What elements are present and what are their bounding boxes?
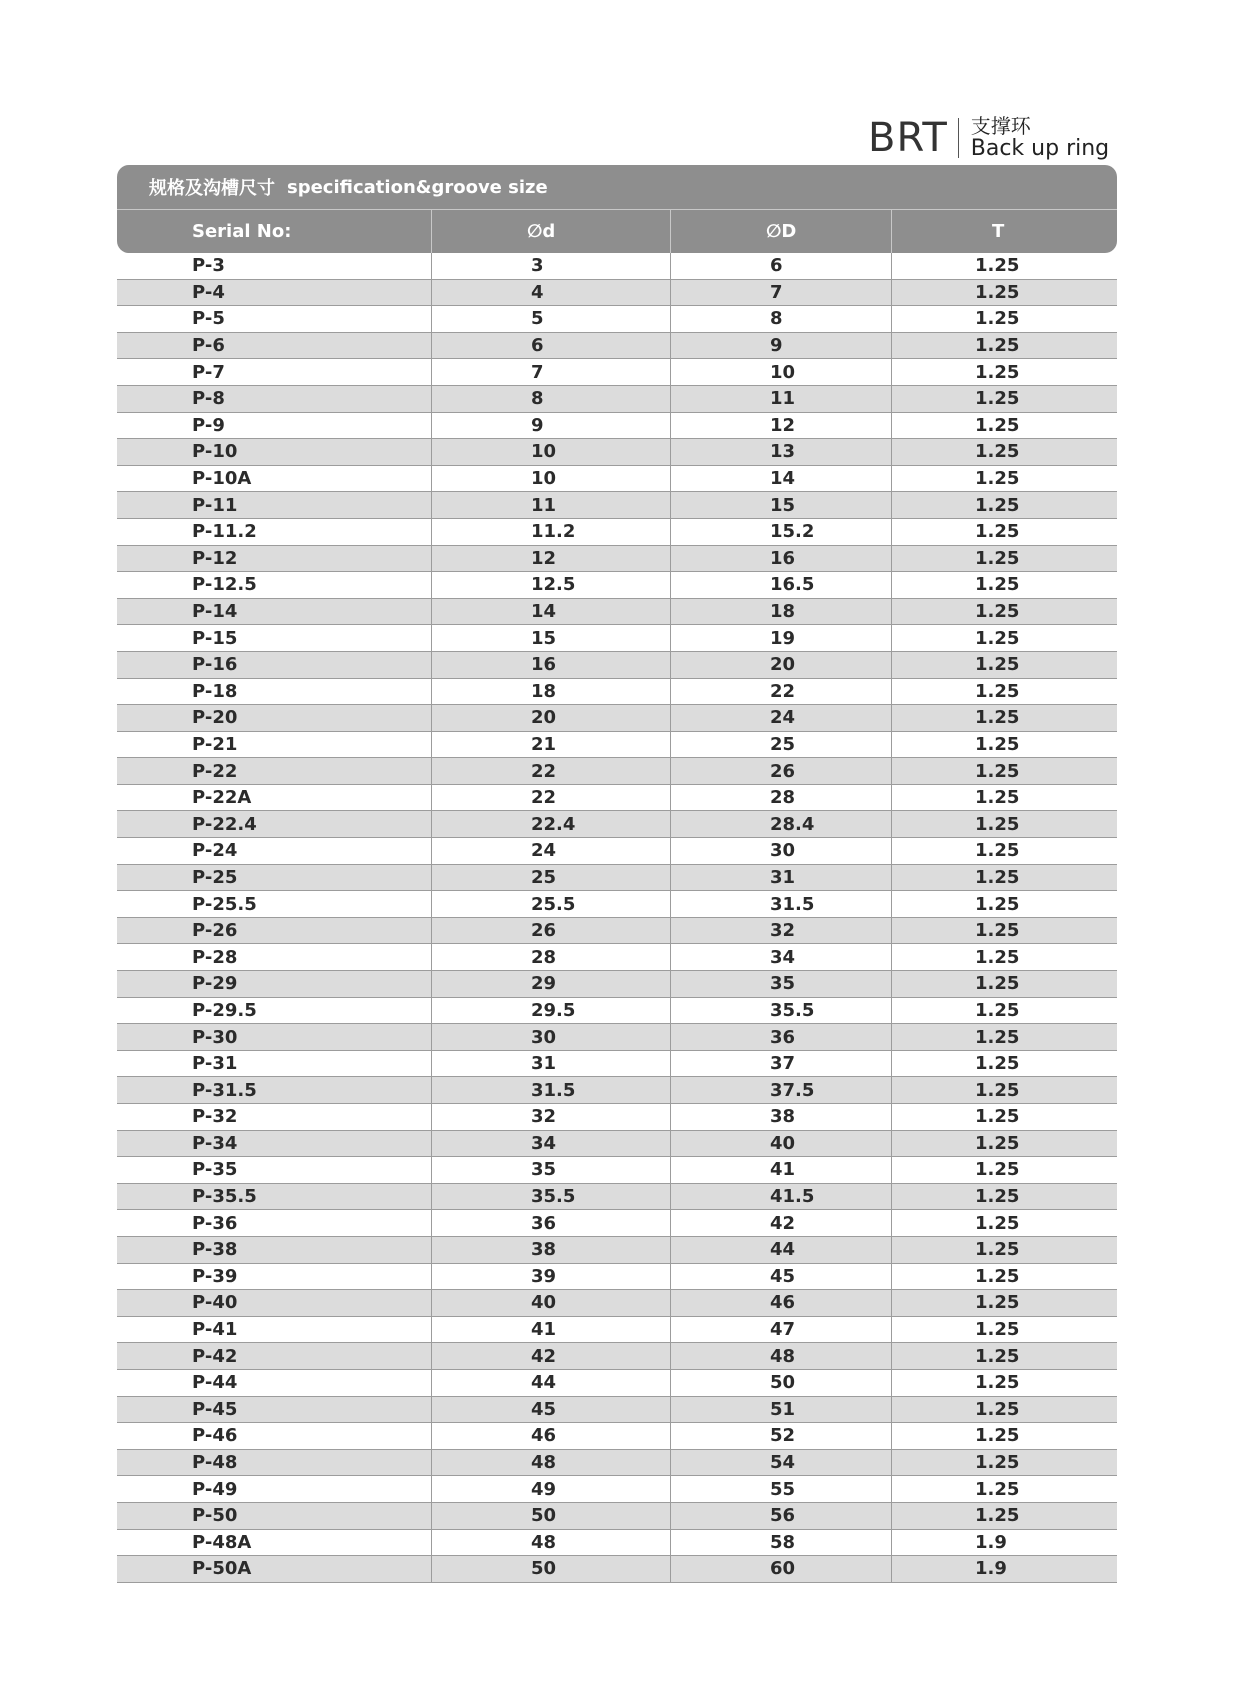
- table-row: [117, 1503, 1117, 1530]
- cell-serial: P-29.5: [192, 999, 257, 1021]
- cell-outer-diameter: 60: [670, 1556, 891, 1582]
- cell-inner-diameter: 16: [431, 652, 670, 678]
- spec-table: [117, 165, 1117, 1583]
- cell-outer-diameter: 20: [670, 652, 891, 678]
- table-row: [117, 865, 1117, 892]
- cell-inner-diameter: 22: [431, 758, 670, 784]
- cell-serial: P-10: [192, 441, 238, 463]
- table-row: [117, 625, 1117, 652]
- cell-thickness: 1.25: [891, 1024, 1117, 1050]
- cell-thickness: 1.25: [891, 439, 1117, 465]
- cell-serial: P-12.5: [192, 574, 257, 596]
- cell-inner-diameter: 4: [431, 280, 670, 306]
- cell-outer-diameter: 22: [670, 679, 891, 705]
- cell-outer-diameter: 7: [670, 280, 891, 306]
- cell-serial: P-22A: [192, 787, 252, 809]
- table-row: [117, 519, 1117, 546]
- cell-serial: P-39: [192, 1265, 238, 1287]
- table-row: [117, 306, 1117, 333]
- cell-outer-diameter: 45: [670, 1264, 891, 1290]
- cell-serial: P-50A: [192, 1558, 252, 1580]
- cell-serial: P-14: [192, 601, 238, 623]
- cell-inner-diameter: 38: [431, 1237, 670, 1263]
- table-row: [117, 811, 1117, 838]
- cell-inner-diameter: 50: [431, 1556, 670, 1582]
- table-row: [117, 546, 1117, 573]
- cell-outer-diameter: 25: [670, 732, 891, 758]
- cell-outer-diameter: 37.5: [670, 1077, 891, 1103]
- cell-serial: P-5: [192, 308, 225, 330]
- table-row: [117, 998, 1117, 1025]
- cell-outer-diameter: 56: [670, 1503, 891, 1529]
- cell-serial: P-48: [192, 1452, 238, 1474]
- cell-inner-diameter: 50: [431, 1503, 670, 1529]
- cell-thickness: 1.25: [891, 1237, 1117, 1263]
- table-body: [117, 253, 1117, 1583]
- cell-outer-diameter: 28.4: [670, 811, 891, 837]
- cell-thickness: 1.25: [891, 466, 1117, 492]
- cell-inner-diameter: 25.5: [431, 891, 670, 917]
- cell-thickness: 1.25: [891, 306, 1117, 332]
- cell-serial: P-3: [192, 255, 225, 277]
- cell-thickness: 1.25: [891, 998, 1117, 1024]
- cell-thickness: 1.25: [891, 918, 1117, 944]
- cell-serial: P-25: [192, 866, 238, 888]
- cell-thickness: 1.25: [891, 1423, 1117, 1449]
- cell-outer-diameter: 47: [670, 1317, 891, 1343]
- column-header-inner-diameter: ∅d: [431, 210, 670, 253]
- cell-inner-diameter: 6: [431, 333, 670, 359]
- cell-inner-diameter: 29.5: [431, 998, 670, 1024]
- cell-inner-diameter: 48: [431, 1530, 670, 1556]
- cell-serial: P-15: [192, 627, 238, 649]
- cell-inner-diameter: 3: [431, 253, 670, 279]
- cell-outer-diameter: 15: [670, 492, 891, 518]
- cell-inner-diameter: 28: [431, 944, 670, 970]
- cell-serial: P-8: [192, 388, 225, 410]
- table-title-cn: 规格及沟槽尺寸: [149, 178, 275, 199]
- cell-outer-diameter: 14: [670, 466, 891, 492]
- cell-serial: P-28: [192, 946, 238, 968]
- cell-outer-diameter: 40: [670, 1131, 891, 1157]
- cell-outer-diameter: 11: [670, 386, 891, 412]
- table-row: [117, 1450, 1117, 1477]
- cell-inner-diameter: 12: [431, 546, 670, 572]
- cell-thickness: 1.25: [891, 1051, 1117, 1077]
- column-header-outer-diameter: ∅D: [670, 210, 891, 253]
- cell-serial: P-6: [192, 335, 225, 357]
- cell-thickness: 1.25: [891, 359, 1117, 385]
- cell-outer-diameter: 41.5: [670, 1184, 891, 1210]
- column-header-serial: Serial No:: [192, 221, 292, 242]
- cell-inner-diameter: 40: [431, 1290, 670, 1316]
- cell-serial: P-16: [192, 654, 238, 676]
- cell-thickness: 1.25: [891, 1503, 1117, 1529]
- cell-serial: P-4: [192, 281, 225, 303]
- table-row: [117, 838, 1117, 865]
- brand-header: [868, 112, 1109, 164]
- cell-inner-diameter: 34: [431, 1131, 670, 1157]
- table-row: [117, 280, 1117, 307]
- cell-outer-diameter: 58: [670, 1530, 891, 1556]
- cell-thickness: 1.9: [891, 1530, 1117, 1556]
- cell-serial: P-29: [192, 973, 238, 995]
- cell-thickness: 1.25: [891, 599, 1117, 625]
- cell-thickness: 1.25: [891, 971, 1117, 997]
- cell-inner-diameter: 35: [431, 1157, 670, 1183]
- cell-outer-diameter: 35.5: [670, 998, 891, 1024]
- table-row: [117, 679, 1117, 706]
- cell-inner-diameter: 18: [431, 679, 670, 705]
- table-row: [117, 971, 1117, 998]
- cell-serial: P-18: [192, 680, 238, 702]
- cell-outer-diameter: 51: [670, 1397, 891, 1423]
- cell-inner-diameter: 41: [431, 1317, 670, 1343]
- cell-serial: P-10A: [192, 468, 252, 490]
- cell-outer-diameter: 28: [670, 785, 891, 811]
- table-row: [117, 1530, 1117, 1557]
- table-row: [117, 1423, 1117, 1450]
- cell-inner-diameter: 32: [431, 1104, 670, 1130]
- cell-outer-diameter: 50: [670, 1370, 891, 1396]
- cell-inner-diameter: 44: [431, 1370, 670, 1396]
- cell-inner-diameter: 10: [431, 439, 670, 465]
- cell-thickness: 1.25: [891, 625, 1117, 651]
- cell-thickness: 1.25: [891, 1264, 1117, 1290]
- cell-thickness: 1.25: [891, 1397, 1117, 1423]
- table-row: [117, 1024, 1117, 1051]
- cell-inner-diameter: 9: [431, 413, 670, 439]
- cell-thickness: 1.25: [891, 1210, 1117, 1236]
- cell-thickness: 1.25: [891, 1370, 1117, 1396]
- cell-thickness: 1.25: [891, 333, 1117, 359]
- cell-outer-diameter: 13: [670, 439, 891, 465]
- product-names: [970, 113, 1110, 161]
- cell-thickness: 1.25: [891, 679, 1117, 705]
- cell-serial: P-49: [192, 1478, 238, 1500]
- cell-inner-diameter: 11.2: [431, 519, 670, 545]
- table-row: [117, 333, 1117, 360]
- cell-thickness: 1.25: [891, 546, 1117, 572]
- cell-outer-diameter: 16.5: [670, 572, 891, 598]
- cell-serial: P-36: [192, 1212, 238, 1234]
- table-row: [117, 1476, 1117, 1503]
- cell-serial: P-48A: [192, 1531, 252, 1553]
- cell-serial: P-31.5: [192, 1079, 257, 1101]
- table-row: [117, 359, 1117, 386]
- cell-outer-diameter: 42: [670, 1210, 891, 1236]
- cell-serial: P-40: [192, 1292, 238, 1314]
- table-row: [117, 1370, 1117, 1397]
- table-title-bar: [117, 165, 1117, 209]
- cell-thickness: 1.25: [891, 944, 1117, 970]
- cell-thickness: 1.25: [891, 705, 1117, 731]
- header-divider: [958, 118, 959, 158]
- cell-serial: P-35.5: [192, 1186, 257, 1208]
- cell-outer-diameter: 8: [670, 306, 891, 332]
- cell-inner-diameter: 8: [431, 386, 670, 412]
- cell-outer-diameter: 15.2: [670, 519, 891, 545]
- table-row: [117, 466, 1117, 493]
- table-row: [117, 758, 1117, 785]
- cell-thickness: 1.25: [891, 732, 1117, 758]
- cell-thickness: 1.25: [891, 1290, 1117, 1316]
- cell-inner-diameter: 35.5: [431, 1184, 670, 1210]
- cell-serial: P-22.4: [192, 813, 257, 835]
- cell-inner-diameter: 42: [431, 1343, 670, 1369]
- cell-inner-diameter: 10: [431, 466, 670, 492]
- cell-inner-diameter: 24: [431, 838, 670, 864]
- cell-inner-diameter: 49: [431, 1476, 670, 1502]
- cell-thickness: 1.25: [891, 758, 1117, 784]
- table-title-en: specification&groove size: [287, 176, 548, 198]
- cell-thickness: 1.25: [891, 253, 1117, 279]
- cell-outer-diameter: 36: [670, 1024, 891, 1050]
- cell-inner-diameter: 25: [431, 865, 670, 891]
- table-row: [117, 1290, 1117, 1317]
- cell-inner-diameter: 46: [431, 1423, 670, 1449]
- cell-outer-diameter: 18: [670, 599, 891, 625]
- cell-outer-diameter: 26: [670, 758, 891, 784]
- cell-serial: P-21: [192, 733, 238, 755]
- table-row: [117, 1556, 1117, 1583]
- cell-outer-diameter: 19: [670, 625, 891, 651]
- cell-outer-diameter: 46: [670, 1290, 891, 1316]
- cell-inner-diameter: 12.5: [431, 572, 670, 598]
- cell-inner-diameter: 31: [431, 1051, 670, 1077]
- cell-inner-diameter: 14: [431, 599, 670, 625]
- column-header-thickness: T: [891, 210, 1117, 253]
- cell-thickness: 1.25: [891, 652, 1117, 678]
- cell-inner-diameter: 39: [431, 1264, 670, 1290]
- table-row: [117, 891, 1117, 918]
- cell-serial: P-24: [192, 840, 238, 862]
- table-row: [117, 705, 1117, 732]
- table-row: [117, 1131, 1117, 1158]
- table-row: [117, 386, 1117, 413]
- cell-serial: P-12: [192, 547, 238, 569]
- table-row: [117, 785, 1117, 812]
- cell-outer-diameter: 37: [670, 1051, 891, 1077]
- cell-inner-diameter: 31.5: [431, 1077, 670, 1103]
- cell-serial: P-25.5: [192, 893, 257, 915]
- cell-serial: P-32: [192, 1106, 238, 1128]
- cell-thickness: 1.25: [891, 838, 1117, 864]
- cell-inner-diameter: 30: [431, 1024, 670, 1050]
- cell-outer-diameter: 38: [670, 1104, 891, 1130]
- cell-thickness: 1.25: [891, 572, 1117, 598]
- cell-serial: P-35: [192, 1159, 238, 1181]
- cell-serial: P-7: [192, 361, 225, 383]
- cell-inner-diameter: 21: [431, 732, 670, 758]
- cell-thickness: 1.25: [891, 891, 1117, 917]
- cell-thickness: 1.25: [891, 1077, 1117, 1103]
- cell-thickness: 1.25: [891, 1157, 1117, 1183]
- cell-serial: P-11.2: [192, 521, 257, 543]
- cell-thickness: 1.25: [891, 1184, 1117, 1210]
- cell-serial: P-11: [192, 494, 238, 516]
- cell-outer-diameter: 41: [670, 1157, 891, 1183]
- cell-inner-diameter: 11: [431, 492, 670, 518]
- table-row: [117, 1210, 1117, 1237]
- cell-outer-diameter: 10: [670, 359, 891, 385]
- cell-outer-diameter: 16: [670, 546, 891, 572]
- cell-serial: P-31: [192, 1053, 238, 1075]
- cell-outer-diameter: 24: [670, 705, 891, 731]
- cell-serial: P-22: [192, 760, 238, 782]
- cell-outer-diameter: 12: [670, 413, 891, 439]
- cell-inner-diameter: 5: [431, 306, 670, 332]
- cell-outer-diameter: 9: [670, 333, 891, 359]
- cell-serial: P-46: [192, 1425, 238, 1447]
- cell-outer-diameter: 30: [670, 838, 891, 864]
- table-row: [117, 1051, 1117, 1078]
- table-row: [117, 413, 1117, 440]
- cell-serial: P-44: [192, 1372, 238, 1394]
- table-row: [117, 652, 1117, 679]
- cell-thickness: 1.25: [891, 785, 1117, 811]
- cell-serial: P-38: [192, 1239, 238, 1261]
- table-row: [117, 492, 1117, 519]
- cell-inner-diameter: 22: [431, 785, 670, 811]
- cell-thickness: 1.25: [891, 1450, 1117, 1476]
- cell-thickness: 1.25: [891, 519, 1117, 545]
- table-row: [117, 1237, 1117, 1264]
- cell-thickness: 1.25: [891, 865, 1117, 891]
- product-name-cn: 支撑环: [970, 113, 1031, 138]
- product-code: BRT: [868, 115, 948, 161]
- cell-thickness: 1.25: [891, 386, 1117, 412]
- cell-serial: P-42: [192, 1345, 238, 1367]
- table-header-row: [117, 209, 1117, 253]
- product-name-en: Back up ring: [970, 135, 1110, 161]
- table-row: [117, 253, 1117, 280]
- cell-inner-diameter: 36: [431, 1210, 670, 1236]
- cell-serial: P-45: [192, 1398, 238, 1420]
- cell-thickness: 1.25: [891, 413, 1117, 439]
- cell-thickness: 1.25: [891, 811, 1117, 837]
- cell-serial: P-50: [192, 1505, 238, 1527]
- cell-outer-diameter: 6: [670, 253, 891, 279]
- table-row: [117, 1397, 1117, 1424]
- table-row: [117, 1343, 1117, 1370]
- table-row: [117, 1317, 1117, 1344]
- cell-outer-diameter: 32: [670, 918, 891, 944]
- table-row: [117, 1077, 1117, 1104]
- table-row: [117, 572, 1117, 599]
- cell-serial: P-30: [192, 1026, 238, 1048]
- table-row: [117, 944, 1117, 971]
- cell-thickness: 1.25: [891, 280, 1117, 306]
- cell-serial: P-26: [192, 920, 238, 942]
- cell-outer-diameter: 48: [670, 1343, 891, 1369]
- cell-thickness: 1.25: [891, 1131, 1117, 1157]
- cell-thickness: 1.25: [891, 492, 1117, 518]
- cell-inner-diameter: 26: [431, 918, 670, 944]
- cell-inner-diameter: 15: [431, 625, 670, 651]
- cell-outer-diameter: 55: [670, 1476, 891, 1502]
- cell-outer-diameter: 52: [670, 1423, 891, 1449]
- table-row: [117, 1104, 1117, 1131]
- table-row: [117, 1184, 1117, 1211]
- table-row: [117, 732, 1117, 759]
- cell-inner-diameter: 45: [431, 1397, 670, 1423]
- cell-serial: P-41: [192, 1319, 238, 1341]
- cell-outer-diameter: 31: [670, 865, 891, 891]
- cell-inner-diameter: 22.4: [431, 811, 670, 837]
- cell-thickness: 1.25: [891, 1343, 1117, 1369]
- cell-serial: P-20: [192, 707, 238, 729]
- cell-inner-diameter: 20: [431, 705, 670, 731]
- cell-outer-diameter: 35: [670, 971, 891, 997]
- cell-serial: P-34: [192, 1132, 238, 1154]
- cell-thickness: 1.25: [891, 1104, 1117, 1130]
- table-row: [117, 1157, 1117, 1184]
- table-row: [117, 439, 1117, 466]
- cell-outer-diameter: 31.5: [670, 891, 891, 917]
- table-row: [117, 1264, 1117, 1291]
- cell-outer-diameter: 54: [670, 1450, 891, 1476]
- cell-inner-diameter: 48: [431, 1450, 670, 1476]
- cell-serial: P-9: [192, 414, 225, 436]
- cell-inner-diameter: 29: [431, 971, 670, 997]
- cell-thickness: 1.25: [891, 1317, 1117, 1343]
- cell-inner-diameter: 7: [431, 359, 670, 385]
- cell-outer-diameter: 34: [670, 944, 891, 970]
- cell-outer-diameter: 44: [670, 1237, 891, 1263]
- cell-thickness: 1.9: [891, 1556, 1117, 1582]
- table-row: [117, 918, 1117, 945]
- table-row: [117, 599, 1117, 626]
- cell-thickness: 1.25: [891, 1476, 1117, 1502]
